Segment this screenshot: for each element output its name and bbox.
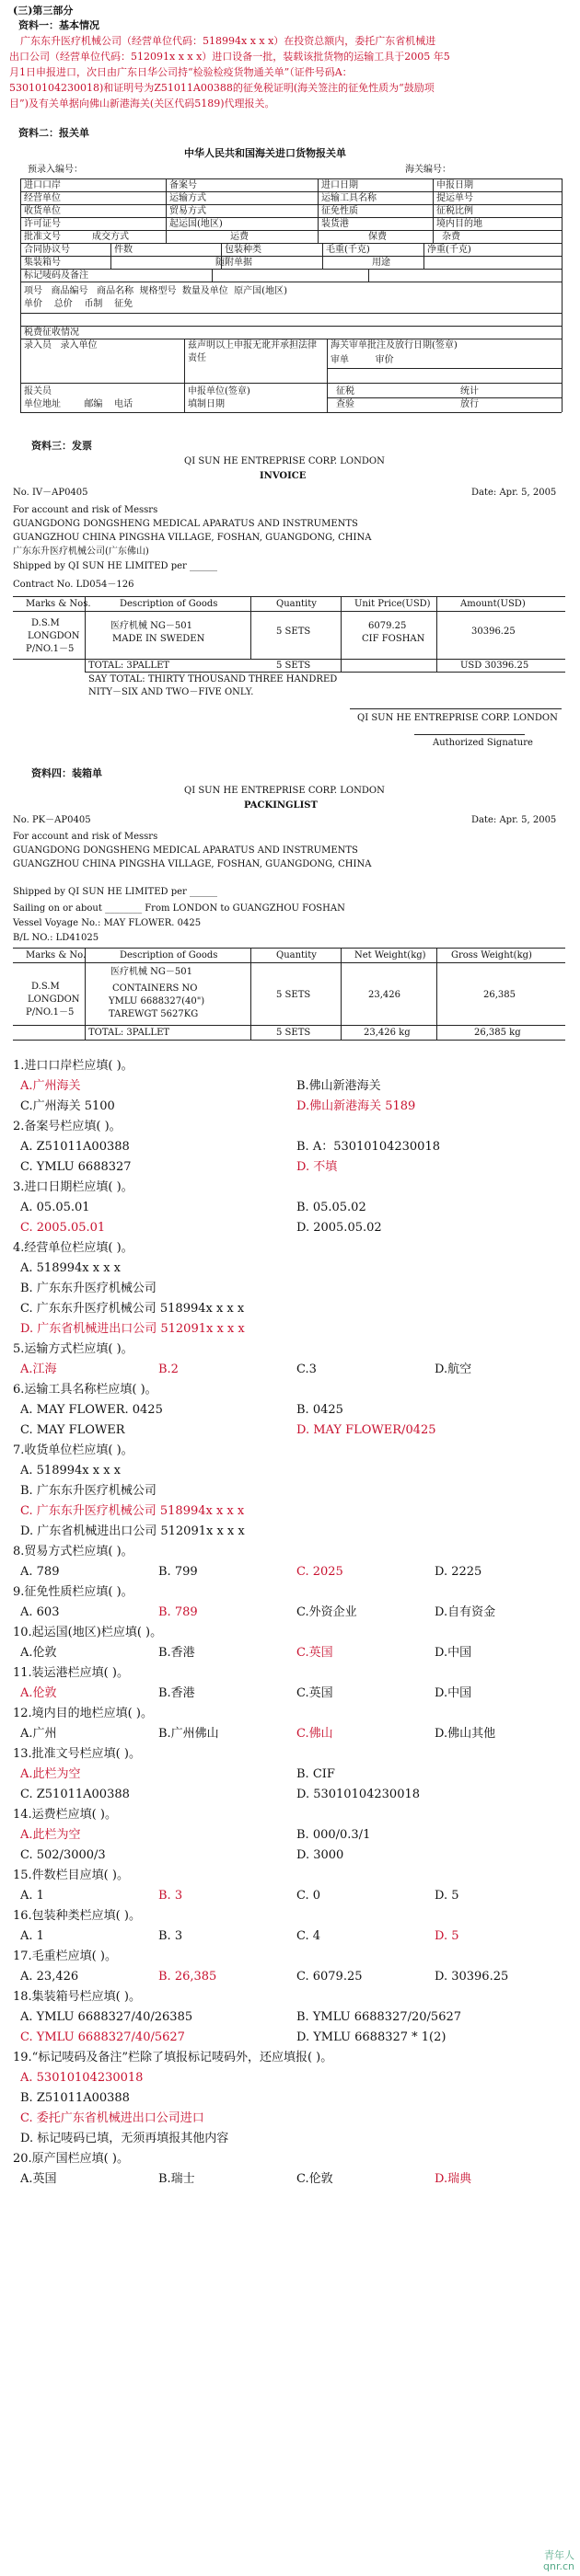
answer-option[interactable]: D.瑞典: [435, 2172, 472, 2186]
packing-company: QI SUN HE ENTREPRISE CORP. LONDON: [184, 786, 385, 796]
answer-option[interactable]: A.江海: [20, 1363, 57, 1376]
answer-option[interactable]: B. 05.05.02: [296, 1201, 366, 1214]
answer-option[interactable]: B. Z51011A00388: [20, 2091, 130, 2105]
answer-option[interactable]: C. Z51011A00388: [20, 1788, 130, 1801]
answer-option[interactable]: B. 3: [158, 1929, 183, 1943]
question-text: 2.备案号栏应填( )。: [13, 1120, 122, 1133]
answer-option[interactable]: B.香港: [158, 1646, 195, 1660]
answer-option[interactable]: B.佛山新港海关: [296, 1079, 381, 1093]
answer-option[interactable]: D.中国: [435, 1646, 472, 1660]
answer-option[interactable]: C. 委托广东省机械进出口公司进口: [20, 2111, 204, 2125]
answer-option[interactable]: A. YMLU 6688327/40/26385: [20, 2010, 193, 2024]
question-text: 8.贸易方式栏应填( )。: [13, 1545, 133, 1558]
answer-option[interactable]: A. 518994x x x x: [20, 1464, 122, 1478]
answer-option[interactable]: D. 2005.05.02: [296, 1221, 382, 1235]
answer-option[interactable]: D. MAY FLOWER/0425: [296, 1423, 436, 1437]
answer-option[interactable]: A.广州海关: [20, 1079, 81, 1093]
answer-option[interactable]: D. 广东省机械进出口公司 512091x x x x: [20, 1524, 245, 1538]
answer-option[interactable]: B.广州佛山: [158, 1727, 219, 1741]
answer-option[interactable]: D. 53010104230018: [296, 1788, 421, 1801]
answer-option[interactable]: D.佛山新港海关 5189: [296, 1099, 416, 1113]
answer-option[interactable]: B.瑞士: [158, 2172, 195, 2186]
answer-option[interactable]: C. YMLU 6688327/40/5627: [20, 2030, 185, 2044]
answer-option[interactable]: C. 2005.05.01: [20, 1221, 106, 1235]
info1-line: 出口公司（经营单位代码：512091x x x x）进口设备一批，装载该批货物的运输工具于2005 年5: [9, 51, 450, 63]
answer-option[interactable]: C.外资企业: [296, 1605, 357, 1619]
answer-option[interactable]: C. 广东东升医疗机械公司 518994x x x x: [20, 1302, 245, 1316]
answer-option[interactable]: A.此栏为空: [20, 1767, 81, 1781]
question-text: 14.运费栏应填( )。: [13, 1808, 117, 1822]
question-text: 3.进口日期栏应填( )。: [13, 1180, 133, 1194]
answer-option[interactable]: B. 广东东升医疗机械公司: [20, 1282, 157, 1295]
answer-option[interactable]: C. 6079.25: [296, 1970, 363, 1984]
answer-option[interactable]: D.中国: [435, 1686, 472, 1700]
answer-option[interactable]: C. MAY FLOWER: [20, 1423, 125, 1437]
answer-option[interactable]: D. YMLU 6688327 * 1(2): [296, 2030, 447, 2044]
question-text: 12.境内目的地栏应填( )。: [13, 1707, 153, 1720]
invoice-company: QI SUN HE ENTREPRISE CORP. LONDON: [184, 456, 385, 466]
answer-option[interactable]: D. 3000: [296, 1848, 344, 1862]
answer-option[interactable]: A. 603: [20, 1605, 60, 1619]
info1-line: 广东东升医疗机械公司（经营单位代码：518994x x x x）在投资总额内，委托广东省机械进: [20, 35, 436, 47]
answer-option[interactable]: C. 502/3000/3: [20, 1848, 106, 1862]
answer-option[interactable]: C.3: [296, 1363, 317, 1376]
question-text: 20.原产国栏应填( )。: [13, 2152, 129, 2166]
pre-entry-label: 预录入编号：: [28, 165, 83, 175]
answer-option[interactable]: B.香港: [158, 1686, 195, 1700]
question-text: 11.装运港栏应填( )。: [13, 1666, 129, 1680]
answer-option[interactable]: A. 05.05.01: [20, 1201, 90, 1214]
question-text: 19.“标记唛码及备注”栏除了填报标记唛码外，还应填报( )。: [13, 2051, 333, 2064]
answer-option[interactable]: C. YMLU 6688327: [20, 1160, 132, 1174]
answer-option[interactable]: A.英国: [20, 2172, 57, 2186]
answer-option[interactable]: D. 5: [435, 1889, 459, 1903]
question-text: 18.集装箱号栏应填( )。: [13, 1990, 141, 2004]
packing-title: PACKINGLIST: [244, 800, 318, 811]
answer-option[interactable]: C.伦敦: [296, 2172, 333, 2186]
question-text: 9.征免性质栏应填( )。: [13, 1585, 133, 1599]
answer-option[interactable]: B. 3: [158, 1889, 183, 1903]
answer-option[interactable]: B. 789: [158, 1605, 198, 1619]
answer-option[interactable]: C. 广东东升医疗机械公司 518994x x x x: [20, 1504, 245, 1518]
answer-option[interactable]: C. 0: [296, 1889, 321, 1903]
answer-option[interactable]: A.此栏为空: [20, 1828, 81, 1842]
answer-option[interactable]: A. MAY FLOWER. 0425: [20, 1403, 163, 1417]
answer-option[interactable]: A.伦敦: [20, 1686, 57, 1700]
packing-date: Date: Apr. 5, 2005: [471, 815, 557, 825]
answer-option[interactable]: A. 789: [20, 1565, 60, 1579]
answer-option[interactable]: C.广州海关 5100: [20, 1099, 115, 1113]
answer-option[interactable]: D.自有资金: [435, 1605, 496, 1619]
answer-option[interactable]: B.2: [158, 1363, 179, 1376]
info4-title: 资料四：装箱单: [31, 767, 102, 779]
customs-no-label: 海关编号：: [405, 165, 451, 175]
question-text: 1.进口口岸栏应填( )。: [13, 1059, 133, 1073]
question-text: 16.包装种类栏应填( )。: [13, 1909, 141, 1923]
info3-title: 资料三：发票: [31, 440, 92, 452]
question-text: 5.运输方式栏应填( )。: [13, 1342, 133, 1356]
question-text: 15.件数栏目应填( )。: [13, 1869, 129, 1882]
answer-option[interactable]: A. 1: [20, 1929, 44, 1943]
info2-title: 资料二：报关单: [18, 127, 89, 139]
answer-option[interactable]: B. 000/0.3/1: [296, 1828, 371, 1842]
answer-option[interactable]: B. 0425: [296, 1403, 343, 1417]
watermark-logo: 青年人 qnr.cn: [543, 2549, 574, 2572]
answer-option[interactable]: B. 26,385: [158, 1970, 217, 1984]
answer-option[interactable]: C. 2025: [296, 1565, 343, 1579]
answer-option[interactable]: D. 不填: [296, 1160, 338, 1174]
info1-title: 资料一：基本情况: [18, 19, 99, 31]
answer-option[interactable]: D.航空: [435, 1363, 472, 1376]
question-text: 17.毛重栏应填( )。: [13, 1949, 117, 1963]
answer-option[interactable]: A. 1: [20, 1889, 44, 1903]
info1-line: 目”)及有关单据向佛山新港海关(关区代码5189)代理报关。: [9, 98, 275, 109]
info1-line: 53010104230018)和证明号为Z51011A00388的征免税证明(海关签注的征免性质为“鼓励项: [9, 82, 435, 94]
answer-option[interactable]: A. 518994x x x x: [20, 1261, 122, 1275]
info1-line: 月1日申报进口，次日由广东日华公司持“检验检疫货物通关单”（证件号码A：: [9, 66, 353, 78]
answer-option[interactable]: B. YMLU 6688327/20/5627: [296, 2010, 462, 2024]
answer-option[interactable]: B. CIF: [296, 1767, 335, 1781]
question-text: 10.起运国(地区)栏应填( )。: [13, 1626, 163, 1639]
question-text: 7.收货单位栏应填( )。: [13, 1443, 133, 1457]
answer-option[interactable]: A.广州: [20, 1727, 57, 1741]
answer-option[interactable]: D.佛山其他: [435, 1727, 496, 1741]
invoice-date: Date: Apr. 5, 2005: [471, 488, 557, 498]
invoice-title: INVOICE: [260, 471, 307, 481]
answer-option[interactable]: D. 2225: [435, 1565, 482, 1579]
question-text: 6.运输工具名称栏应填( )。: [13, 1383, 157, 1397]
form-title: 中华人民共和国海关进口货物报关单: [184, 147, 346, 159]
answer-option[interactable]: C.佛山: [296, 1727, 333, 1741]
question-text: 13.批准文号栏应填( )。: [13, 1747, 141, 1761]
answer-option[interactable]: B. 799: [158, 1565, 198, 1579]
answer-option[interactable]: A. Z51011A00388: [20, 1140, 130, 1154]
answer-option[interactable]: C.英国: [296, 1646, 333, 1660]
answer-option[interactable]: D. 广东省机械进出口公司 512091x x x x: [20, 1322, 245, 1336]
answer-option[interactable]: D. 5: [435, 1929, 459, 1943]
packing-no: No. PK－AP0405: [13, 815, 91, 825]
invoice-footer: QI SUN HE ENTREPRISE CORP. LONDON: [357, 713, 558, 723]
answer-option[interactable]: D. 标记唛码已填，无须再填报其他内容: [20, 2132, 229, 2145]
answer-option[interactable]: A.伦敦: [20, 1646, 57, 1660]
answer-option[interactable]: B. 广东东升医疗机械公司: [20, 1484, 157, 1498]
answer-option[interactable]: A. 23,426: [20, 1970, 79, 1984]
answer-option[interactable]: A. 53010104230018: [20, 2071, 144, 2085]
answer-option[interactable]: D. 30396.25: [435, 1970, 509, 1984]
answer-option[interactable]: C. 4: [296, 1929, 321, 1943]
answer-option[interactable]: C.英国: [296, 1686, 333, 1700]
section-heading: (三)第三部分: [13, 5, 74, 17]
question-text: 4.经营单位栏应填( )。: [13, 1241, 133, 1255]
answer-option[interactable]: B. A：53010104230018: [296, 1140, 441, 1154]
invoice-signature: Authorized Signature: [433, 738, 533, 748]
invoice-no: No. IV－AP0405: [13, 488, 88, 498]
